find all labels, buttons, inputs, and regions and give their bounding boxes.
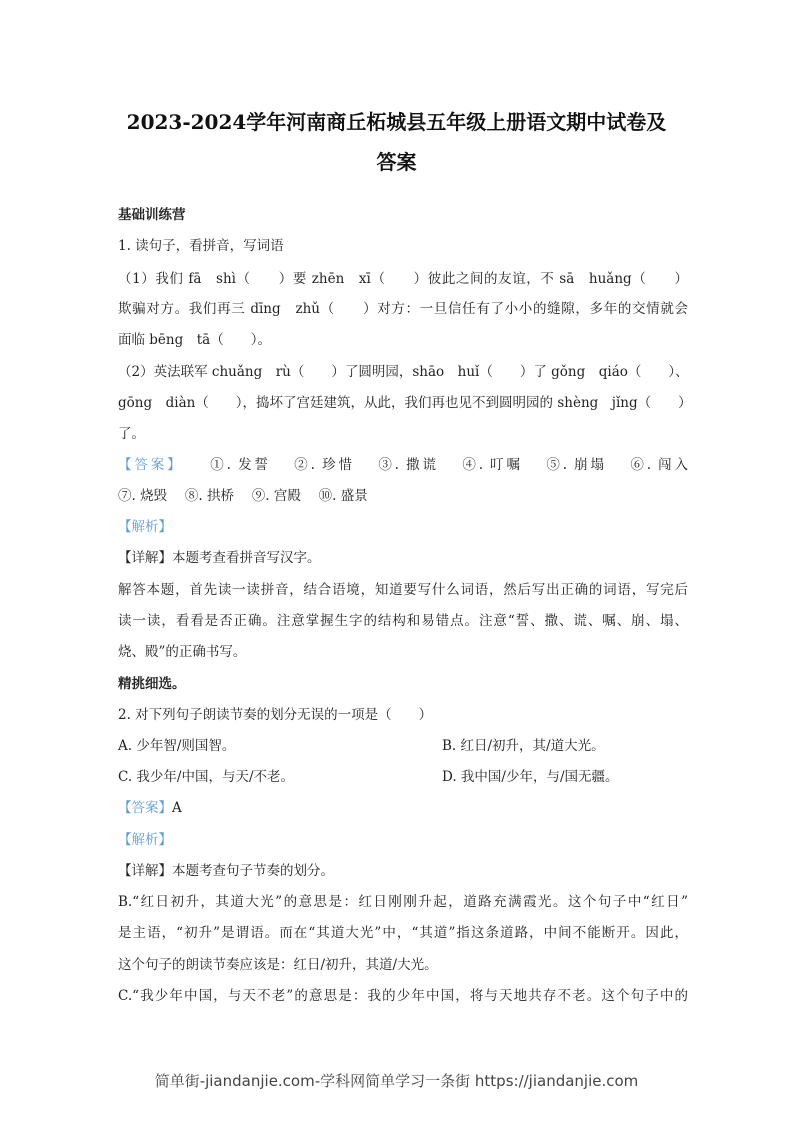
question-text: 了。 [118,426,145,442]
explain-text: 是主语，“初升”是谓语。而在“其道大光”中，“其道”指这条道路，中间不能断开。因此， [118,925,688,941]
footer-watermark: 简单街-jiandanjie.com-学科网简单学习一条街 https://jiandanjie.com [154,1072,639,1090]
question-text: （2）英法联军 chuǎng rù（ ）了圆明园，shāo huǐ（ ）了 gǒng qiáo（ ）、 [118,364,689,380]
answer-text: ⑦. 烧毁 ⑧. 拱桥 ⑨. 宫殿 ⑩. 盛景 [118,488,368,504]
question-text: 面临 bēng tā（ ）。 [118,332,271,348]
section-heading: 基础训练营 [118,207,186,223]
option-b: B. 红日/初升，其/道大光。 [442,738,605,754]
document-title-cont: 答案 [376,150,417,174]
explain-text: C.“我少年中国，与天不老”的意思是：我的少年中国，将与天地共存不老。这个句子中的 [118,988,688,1004]
detail-text: 【详解】本题考查句子节奏的划分。 [118,863,334,879]
detail-text: 【详解】本题考查看拼音写汉字。 [118,550,321,566]
question-stem: 1. 读句子，看拼音，写词语 [118,238,284,254]
document-title: 2023-2024学年河南商丘柘城县五年级上册语文期中试卷及 [126,110,667,134]
question-stem: 2. 对下列句子朗读节奏的划分无误的一项是（ ） [118,707,433,723]
question-text: gōng diàn（ ），捣坏了宫廷建筑，从此，我们再也见不到圆明园的 shèng jǐng（ ） [118,395,692,411]
question-text: （1）我们 fā shì（ ）要 zhēn xī（ ）彼此之间的友谊，不 sā huǎng（ ） [118,271,688,287]
explain-text: 烧、殿”的正确书写。 [118,644,247,660]
explain-text: 解答本题，首先读一读拼音，结合语境，知道要写什么词语，然后写出正确的词语，写完后 [118,582,688,598]
analysis-label: 【解析】 [118,519,172,535]
answer-label: 【答案】 [118,457,184,473]
option-a: A. 少年智/则国智。 [118,738,236,754]
explain-text: 读一读，看看是否正确。注意掌握生字的结构和易错点。注意“誓、撒、谎、嘱、崩、塌、 [118,613,688,629]
explain-text: 这个句子的朗读节奏应该是：红日/初升，其道/大光。 [118,957,438,973]
option-c: C. 我少年/中国，与天/不老。 [118,769,295,785]
answer-text: ①. 发誓 ②. 珍惜 ③. 撒谎 ④. 叮嘱 ⑤. 崩塌 ⑥. 闯入 [207,457,689,473]
analysis-label: 【解析】 [118,832,172,848]
answer-line [118,455,688,475]
answer-text: A [172,800,182,816]
section-heading: 精挑细选。 [118,676,186,692]
explain-text: B.“红日初升，其道大光”的意思是：红日刚刚升起，道路充满霞光。这个句子中“红日” [118,894,688,910]
option-d: D. 我中国/少年，与/国无疆。 [442,769,619,785]
option-row [118,736,688,756]
option-row [118,767,688,787]
question-text: 欺骗对方。我们再三 dīng zhǔ（ ）对方：一旦信任有了小小的缝隙，多年的交情就会 [118,301,688,317]
answer-label: 【答案】 [118,800,172,816]
answer-line [118,798,688,818]
